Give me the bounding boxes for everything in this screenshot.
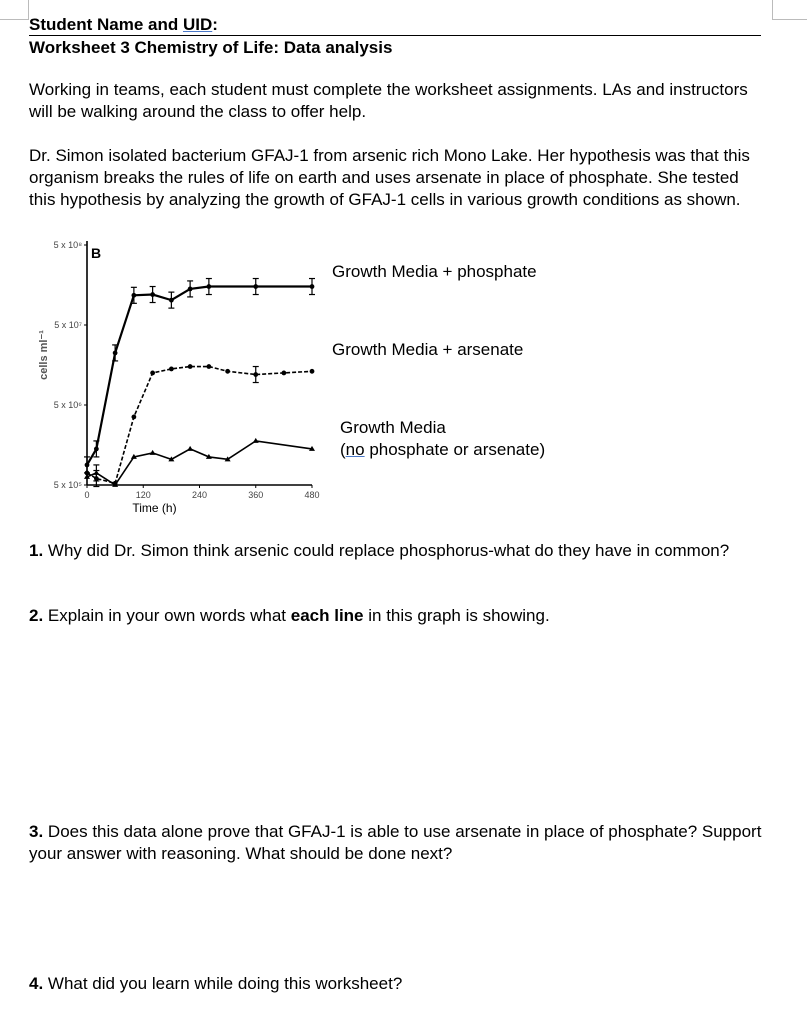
x-axis-label: Time (h) <box>132 501 177 515</box>
x-tick-label: 240 <box>191 490 208 500</box>
question-2-number: 2. <box>29 606 44 625</box>
legend-no-word: no <box>345 440 365 459</box>
question-4-number: 4. <box>29 974 44 993</box>
series-line <box>87 367 312 484</box>
legend-arsenate: Growth Media + arsenate <box>332 340 524 359</box>
x-tick-label: 120 <box>135 490 151 500</box>
data-point <box>131 415 136 420</box>
worksheet-title: Worksheet 3 Chemistry of Life: Data analysis <box>29 38 393 57</box>
data-point <box>281 371 286 376</box>
question-3 <box>29 821 769 865</box>
name-label: Student Name and <box>29 15 183 34</box>
series-line <box>87 287 312 465</box>
crop-mark <box>772 19 807 20</box>
data-point <box>187 446 193 451</box>
y-tick-label: 5 x 10⁸ <box>53 240 82 250</box>
legend-no-rest: phosphate or arsenate) <box>364 440 546 459</box>
question-1-number: 1. <box>29 541 44 560</box>
question-2-bold: each line <box>290 606 364 625</box>
x-tick-label: 360 <box>248 490 264 500</box>
data-point <box>150 371 155 376</box>
student-name-line[interactable] <box>29 15 761 36</box>
uid-label: UID <box>182 15 213 34</box>
question-1-text: Why did Dr. Simon think arsenic could replace phosphorus-what do they have in common? <box>43 541 730 560</box>
data-point <box>310 369 315 374</box>
question-2 <box>29 605 769 627</box>
question-2-text-a: Explain in your own words what <box>43 606 291 625</box>
data-point <box>150 450 156 455</box>
question-4 <box>29 973 769 995</box>
y-axis-label: cells ml⁻¹ <box>38 330 50 380</box>
instructions-paragraph: Working in teams, each student must complete the worksheet assignments. LAs and instructors will be walking around the class to offer help. <box>29 80 748 121</box>
growth-chart <box>0 232 340 522</box>
y-tick-label: 5 x 10⁵ <box>53 480 82 490</box>
y-tick-label: 5 x 10⁶ <box>53 400 82 410</box>
legend-no-media <box>340 417 545 461</box>
question-3-text: Does this data alone prove that GFAJ-1 is able to use arsenate in place of phosphate? Support your answer with reasoning. What should be done next? <box>29 822 762 863</box>
y-tick-label: 5 x 10⁷ <box>54 320 82 330</box>
crop-mark <box>0 19 29 20</box>
legend-no-media-line2 <box>340 439 545 461</box>
legend-no-media-line1: Growth Media <box>340 418 446 437</box>
data-point <box>169 367 174 372</box>
data-point <box>206 364 211 369</box>
legend-paren: ( <box>340 440 346 459</box>
background-paragraph: Dr. Simon isolated bacterium GFAJ-1 from arsenic rich Mono Lake. Her hypothesis was that this organism breaks the rules of life on earth and uses arsenate in place of phosphate. She tested this hypothesis by analyzing the growth of GFAJ-1 cells in various growth conditions as shown. <box>29 146 750 209</box>
panel-label: B <box>91 245 102 261</box>
worksheet-header <box>29 15 761 59</box>
uid-colon: : <box>212 15 218 34</box>
x-tick-label: 480 <box>304 490 320 500</box>
crop-mark <box>772 0 773 19</box>
legend-phosphate: Growth Media + phosphate <box>332 262 537 281</box>
data-point <box>188 364 193 369</box>
x-tick-label: 0 <box>84 490 90 500</box>
data-point <box>225 369 230 374</box>
question-2-text-b: in this graph is showing. <box>363 606 550 625</box>
question-4-text: What did you learn while doing this worksheet? <box>43 974 403 993</box>
question-3-number: 3. <box>29 822 44 841</box>
question-1 <box>29 540 769 562</box>
